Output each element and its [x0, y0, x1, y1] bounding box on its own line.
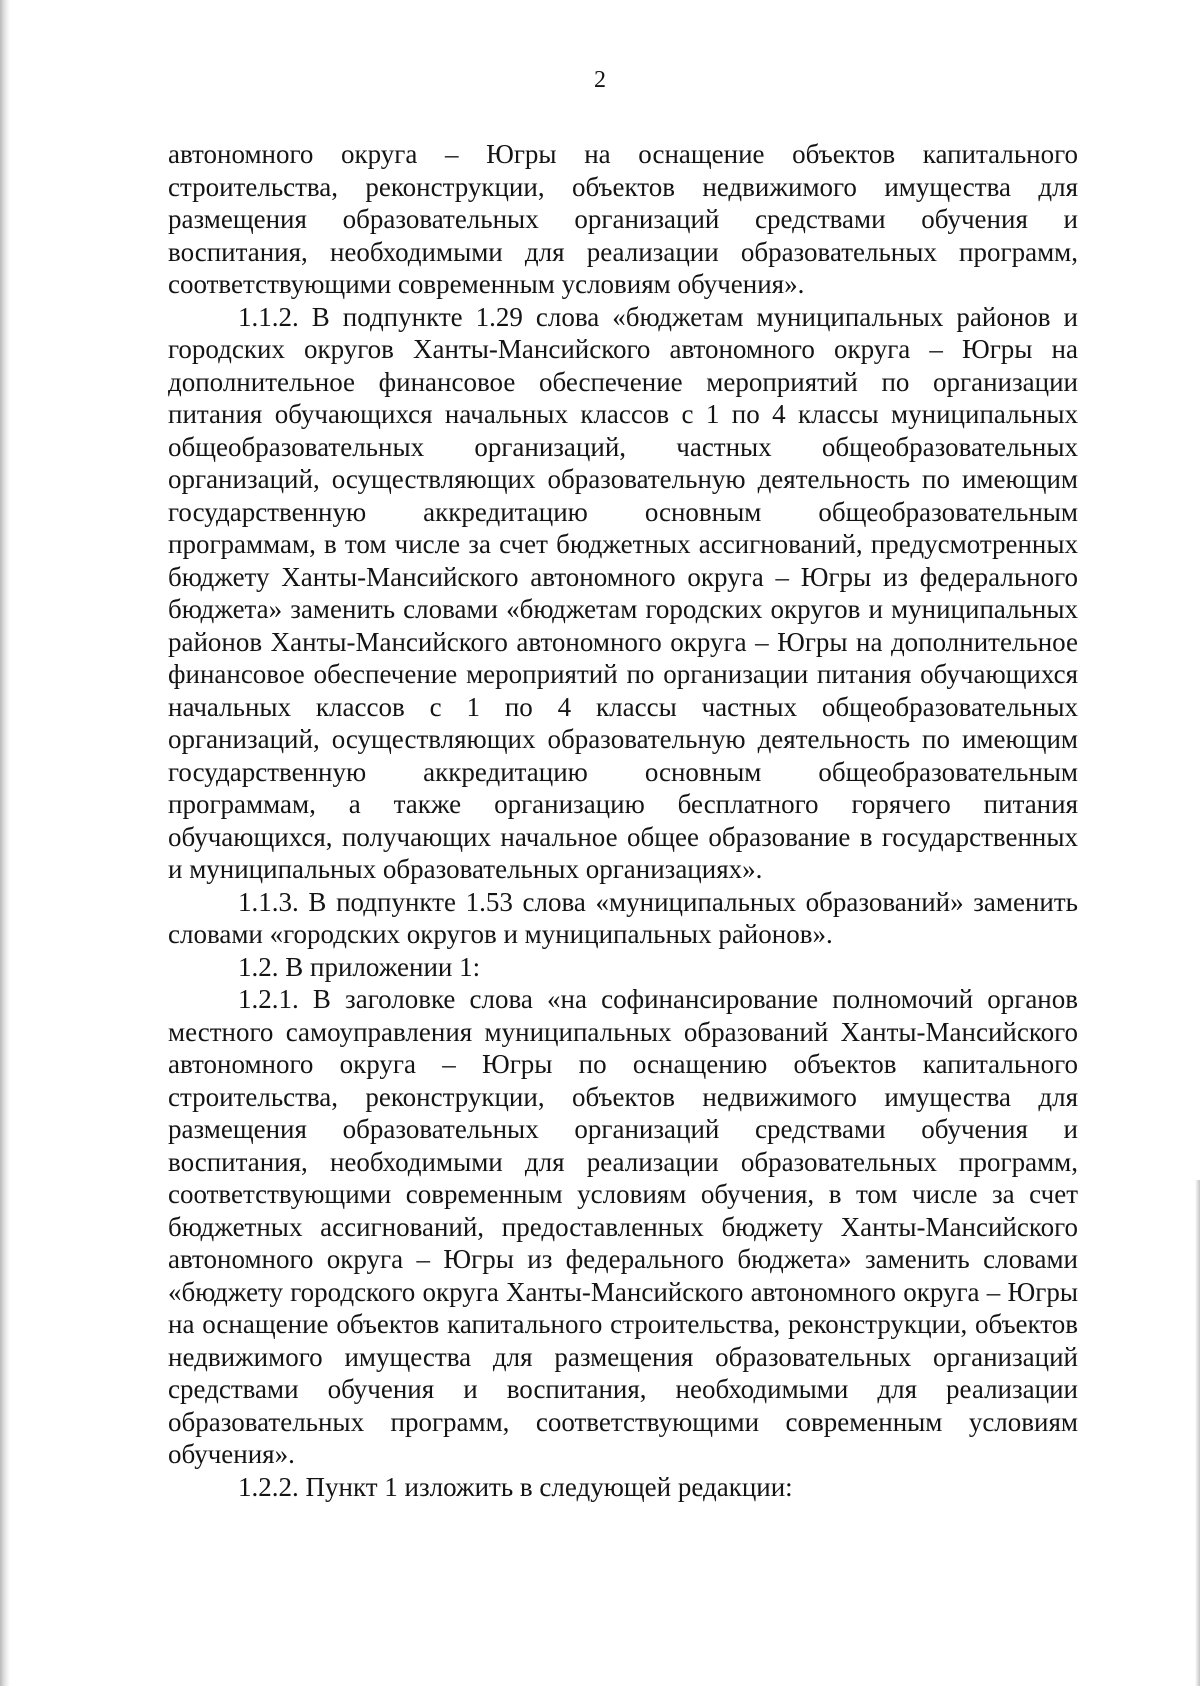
document-body [168, 138, 1078, 1503]
paragraph-1-2-1: 1.2.1. В заголовке слова «на софинансирование полномочий органов местного самоуправления муниципальных образований Ханты-Мансийского автономного округа – Югры по оснащению объектов капитального строительства, реконструкции, объектов недвижимого имущества для размещения образовательных организаций средствами обучения и воспитания, необходимыми для реализации образовательных программ, соответствующими современным условиям обучения, в том числе за счет бюджетных ассигнований, предоставленных бюджету Ханты-Мансийского автономного округа – Югры из федерального бюджета» заменить словами «бюджету городского округа Ханты-Мансийского автономного округа – Югры на оснащение объектов капитального строительства, реконструкции, объектов недвижимого имущества для размещения образовательных организаций средствами обучения и воспитания, необходимыми для реализации образовательных программ, соответствующими современным условиям обучения». [168, 984, 1078, 1469]
page-number: 2 [594, 67, 606, 93]
paragraph-1-1-3: 1.1.3. В подпункте 1.53 слова «муниципальных образований» заменить словами «городских округов и муниципальных районов». [168, 886, 1078, 949]
paragraph-1-2-2: 1.2.2. Пункт 1 изложить в следующей редакции: [238, 1471, 793, 1502]
paragraph-1-2: 1.2. В приложении 1: [238, 951, 481, 982]
paragraph-1-1-2: 1.1.2. В подпункте 1.29 слова «бюджетам муниципальных районов и городских округов Ханты-Мансийского автономного округа – Югры на дополнительное финансовое обеспечение мероприятий по организации питания обучающихся начальных классов с 1 по 4 классы муниципальных общеобразовательных организаций, частных общеобразовательных организаций, осуществляющих образовательную деятельность по имеющим государственную аккредитацию основным общеобразовательным программам, в том числе за счет бюджетных ассигнований, предусмотренных бюджету Ханты-Мансийского автономного округа – Югры из федерального бюджета» заменить словами «бюджетам городских округов и муниципальных районов Ханты-Мансийского автономного округа – Югры на дополнительное финансовое обеспечение мероприятий по организации питания обучающихся начальных классов с 1 по 4 классы частных общеобразовательных организаций, осуществляющих образовательную деятельность по имеющим государственную аккредитацию основным общеобразовательным программам, а также организацию бесплатного горячего питания обучающихся, получающих начальное общее образование в государственных и муниципальных образовательных организациях». [168, 301, 1078, 884]
paragraph-continuation: автономного округа – Югры на оснащение объектов капитального строительства, реконструкции, объектов недвижимого имущества для размещения образовательных организаций средствами обучения и воспитания, необходимыми для реализации образовательных программ, соответствующими современным условиям обучения». [168, 139, 1078, 299]
